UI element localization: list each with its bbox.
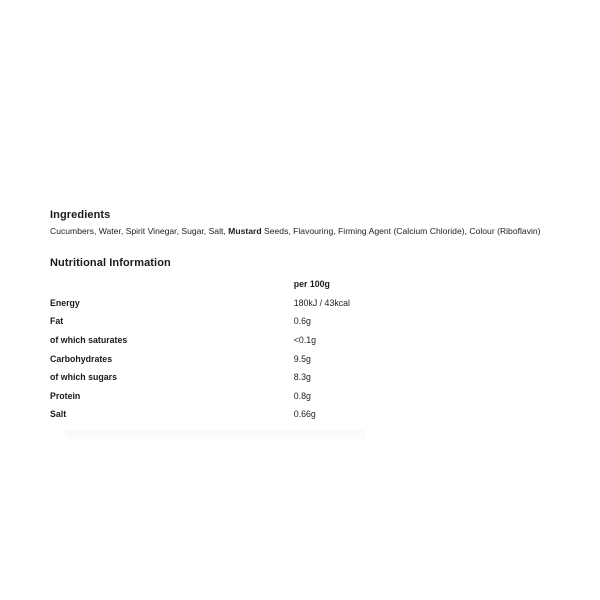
table-bottom-shadow — [65, 430, 365, 444]
nutrient-value: 0.6g — [293, 316, 311, 327]
nutrient-value: 180kJ / 43kcal — [293, 297, 350, 308]
nutrient-label: Salt — [50, 409, 67, 420]
ingredients-list — [50, 226, 560, 237]
table-row — [50, 349, 350, 368]
table-row — [50, 405, 350, 424]
nutrient-value: <0.1g — [293, 335, 317, 346]
nutrition-heading: Nutritional Information — [50, 257, 171, 269]
nutrient-label: Energy — [50, 297, 80, 308]
table-row — [50, 331, 350, 350]
nutrition-table — [50, 275, 350, 424]
nutrient-label: Carbohydrates — [50, 353, 113, 364]
nutrient-value: 0.8g — [293, 390, 311, 401]
ingredients-text-after: Seeds, Flavouring, Firming Agent (Calcium Chloride), Colour (Riboflavin) — [261, 226, 541, 236]
nutrient-label: of which sugars — [50, 372, 117, 383]
nutrient-label: Protein — [50, 390, 81, 401]
ingredients-heading: Ingredients — [50, 209, 111, 221]
product-info-panel — [50, 208, 560, 424]
table-row — [50, 387, 350, 406]
table-row — [50, 312, 350, 331]
nutrition-header-blank — [50, 275, 294, 294]
ingredients-text-before: Cucumbers, Water, Spirit Vinegar, Sugar, Salt, — [50, 226, 229, 236]
nutrition-column-header: per 100g — [293, 279, 330, 290]
nutrient-value: 8.3g — [293, 372, 311, 383]
nutrition-header-row — [50, 275, 350, 294]
nutrient-value: 9.5g — [293, 353, 311, 364]
allergen-mustard: Mustard — [228, 226, 262, 236]
nutrient-label: Fat — [50, 316, 64, 327]
nutrient-label: of which saturates — [50, 335, 128, 346]
nutrient-value: 0.66g — [293, 409, 316, 420]
table-row — [50, 368, 350, 387]
table-row — [50, 294, 350, 313]
